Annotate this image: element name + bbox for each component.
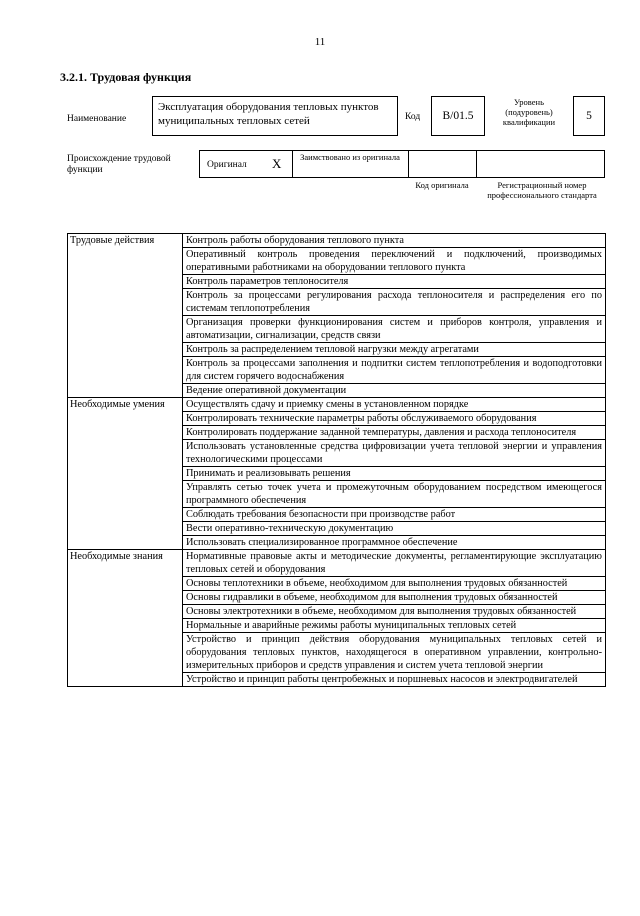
table-item: Нормальные и аварийные режимы работы муниципальных тепловых сетей: [183, 619, 606, 633]
table-item: Контролировать технические параметры работы обслуживаемого оборудования: [183, 412, 606, 426]
function-name: Эксплуатация оборудования тепловых пунктов муниципальных тепловых сетей: [158, 101, 379, 127]
table-item: Контроль за процессами регулирования расхода теплоносителя и распределения его по системам теплопотребления: [183, 289, 606, 316]
table-item: Устройство и принцип действия оборудования муниципальных тепловых сетей и оборудования тепловых пунктов, находящегося в оперативном управлении, контрольно-измерительных приборов и средств управления и систем учета тепловой энергии: [183, 633, 606, 673]
function-details-table: [67, 233, 606, 687]
table-row: [68, 234, 606, 248]
table-item: Использовать установленные средства цифровизации учета тепловой энергии и управления технологическими процессами: [183, 440, 606, 467]
table-item: Оперативный контроль проведения переключений и подключений, производимых оперативными работниками на оборудовании теплового пункта: [183, 248, 606, 275]
table-item: Управлять сетью точек учета и промежуточным оборудованием посредством имеющегося программного обеспечения: [183, 481, 606, 508]
table-item: Соблюдать требования безопасности при производстве работ: [183, 508, 606, 522]
table-item: Ведение оперативной документации: [183, 384, 606, 398]
original-label: Оригинал: [207, 160, 247, 170]
section-name: Необходимые умения: [68, 398, 183, 550]
table-item: Контроль параметров теплоносителя: [183, 275, 606, 289]
level-box: [573, 96, 605, 136]
table-item: Контроль за распределением тепловой нагрузки между агрегатами: [183, 343, 606, 357]
function-name-box: [152, 96, 398, 136]
table-item: Контролировать поддержание заданной температуры, давления и расхода теплоносителя: [183, 426, 606, 440]
table-item: Основы электротехники в объеме, необходимом для выполнения трудовых обязанностей: [183, 605, 606, 619]
page-number: 11: [314, 36, 326, 48]
code-original-label: Код оригинала: [415, 180, 469, 190]
borrowed-label: Заимствовано из оригинала: [300, 152, 400, 162]
table-item: Осуществлять сдачу и приемку смены в установленном порядке: [183, 398, 606, 412]
name-label: Наименование: [67, 114, 127, 124]
origin-divider: [292, 150, 293, 178]
section-title: 3.2.1. Трудовая функция: [60, 70, 192, 84]
original-mark: X: [272, 156, 282, 171]
table-item: Нормативные правовые акты и методические документы, регламентирующие эксплуатацию тепловых сетей и оборудования: [183, 550, 606, 577]
table-item: Контроль работы оборудования теплового пункта: [183, 234, 606, 248]
origin-label: Происхождение трудовой функции: [67, 154, 171, 175]
origin-divider: [408, 150, 409, 178]
table-item: Вести оперативно-техническую документацию: [183, 522, 606, 536]
table-item: Контроль за процессами заполнения и подпитки систем теплопотребления и водоподготовки для систем горячего водоснабжения: [183, 357, 606, 384]
table-item: Организация проверки функционирования систем и приборов контроля, управления и автоматизации, сигнализации, средств связи: [183, 316, 606, 343]
table-row: [68, 550, 606, 577]
section-name: Необходимые знания: [68, 550, 183, 687]
section-name: Трудовые действия: [68, 234, 183, 398]
origin-divider: [476, 150, 477, 178]
level-label: Уровень (подуровень) квалификации: [502, 97, 556, 127]
level-value: 5: [586, 110, 592, 122]
table-item: Основы гидравлики в объеме, необходимом для выполнения трудовых обязанностей: [183, 591, 606, 605]
code-label: Код: [405, 112, 421, 122]
code-box: [431, 96, 485, 136]
table-item: Принимать и реализовывать решения: [183, 467, 606, 481]
table-item: Устройство и принцип работы центробежных и поршневых насосов и электродвигателей: [183, 673, 606, 687]
table-item: Основы теплотехники в объеме, необходимом для выполнения трудовых обязанностей: [183, 577, 606, 591]
code-value: B/01.5: [442, 110, 474, 122]
table-item: Использовать специализированное программное обеспечение: [183, 536, 606, 550]
table-row: [68, 398, 606, 412]
reg-number-label: Регистрационный номер профессионального стандарта: [487, 180, 597, 200]
